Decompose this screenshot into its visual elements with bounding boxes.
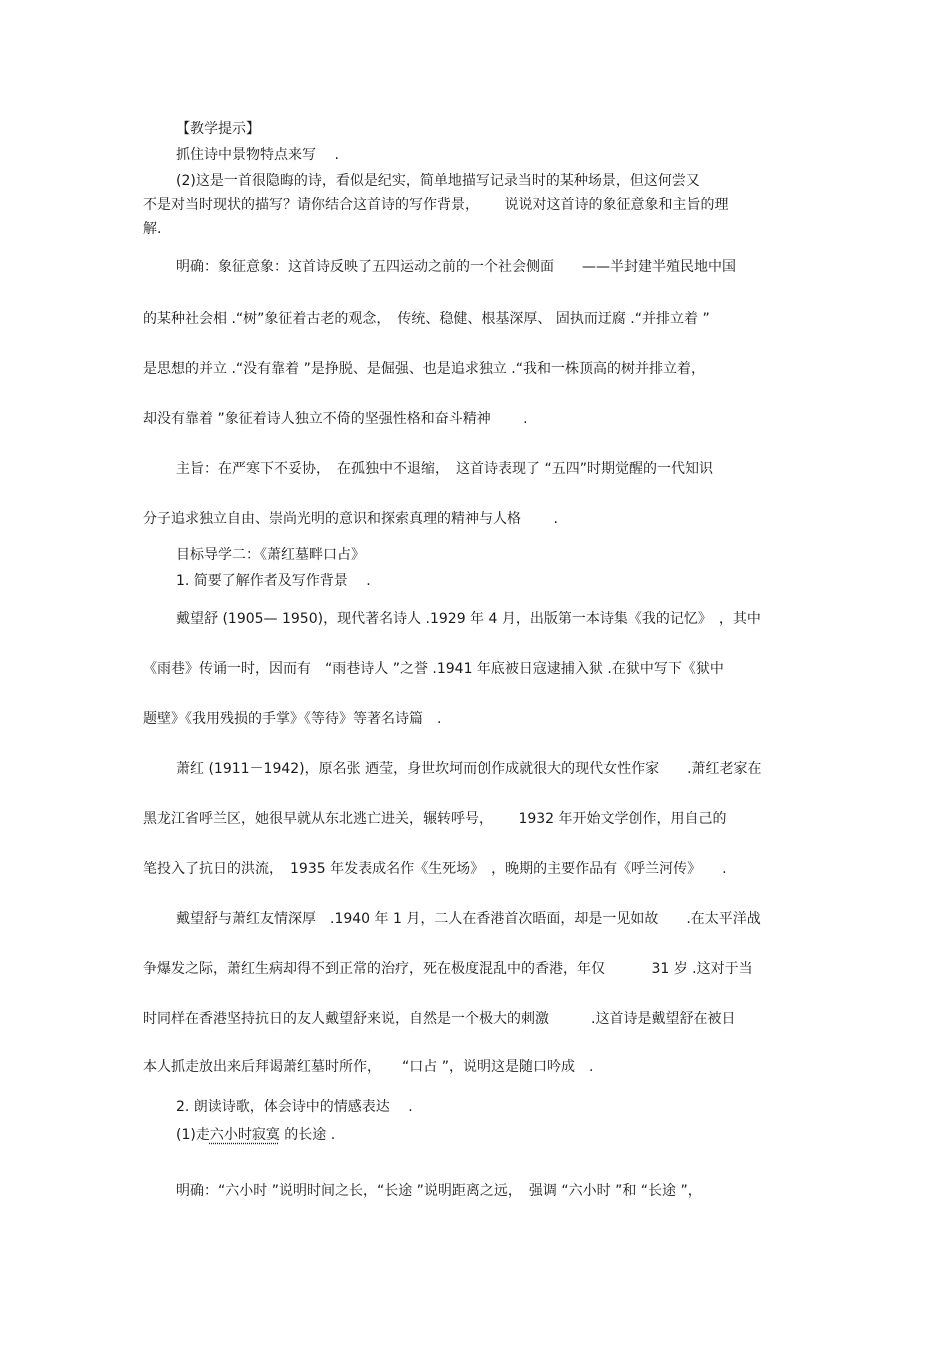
paragraph-line: 解.: [143, 221, 162, 237]
theme-line: 主旨：在严寒下不妥协， 在孤独中不退缩， 这首诗表现了 “五四”时期觉醒的一代知识: [176, 461, 713, 477]
answer-line: 明确：“六小时 ”说明时间之长，“长途 ”说明距离之远， 强调 “六小时 ”和 “长途 ”，: [176, 1183, 702, 1199]
answer-symbolism-line: 明确：象征意象：这首诗反映了五四运动之前的一个社会侧面 ——半封建半殖民地中国: [176, 259, 736, 275]
paragraph-line: 抓住诗中景物特点来写 .: [176, 147, 339, 163]
item-1-line: 1. 简要了解作者及写作背景 .: [176, 573, 371, 589]
author-dai-line: 戴望舒 (1905— 1950)，现代著名诗人 .1929 年 4 月，出版第一本诗集《我的记忆》 ，其中: [176, 611, 761, 627]
paragraph-line: 不是对当时现状的描写？请你结合这首诗的写作背景， 说说对这首诗的象征意象和主旨的理: [143, 197, 729, 213]
teaching-tip-heading: 【教学提示】: [176, 121, 260, 137]
quote-line: [176, 1126, 335, 1144]
paragraph-line: 的某种社会相 .“树”象征着古老的观念， 传统、稳健、根基深厚、 固执而迂腐 .“并排立着 ”: [143, 311, 710, 327]
question-2-line: (2)这是一首很隐晦的诗，看似是纪实，简单地描写记录当时的某种场景，但这何尝又: [176, 173, 700, 189]
paragraph-line: 却没有靠着 ”象征着诗人独立不倚的坚强性格和奋斗精神 .: [143, 411, 528, 427]
quote-prefix: (1)走: [176, 1127, 210, 1143]
goal-2-heading: 目标导学二：《萧红墓畔口占》: [176, 547, 365, 563]
paragraph-line: 笔投入了抗日的洪流， 1935 年发表成名作《生死场》 ，晚期的主要作品有《呼兰河传》 .: [143, 861, 727, 877]
emphasized-phrase: 六小时寂寞: [209, 1127, 280, 1143]
paragraph-line: 《雨巷》传诵一时，因而有 “雨巷诗人 ”之誉 .1941 年底被日寇逮捕入狱 .在狱中写下《狱中: [143, 661, 724, 677]
paragraph-line: 争爆发之际，萧红生病却得不到正常的治疗，死在极度混乱中的香港，年仅 31 岁 .这对于当: [143, 961, 753, 977]
paragraph-line: 黑龙江省呼兰区，她很早就从东北逃亡进关，辗转呼号， 1932 年开始文学创作，用自己的: [143, 811, 727, 827]
author-xiao-line: 萧红 (1911－1942)，原名张 迺莹，身世坎坷而创作成就很大的现代女性作家 .萧红老家在: [176, 761, 762, 777]
paragraph-line: 分子追求独立自由、崇尚光明的意识和探索真理的精神与人格 .: [143, 511, 558, 527]
paragraph-line: 题壁》《我用残损的手掌》《等待》等著名诗篇 .: [143, 711, 442, 727]
item-2-line: 2. 朗读诗歌，体会诗中的情感表达 .: [176, 1099, 413, 1115]
paragraph-line: 是思想的并立 .“没有靠着 ”是挣脱、是倔强、也是追求独立 .“我和一株顶高的树并排立着，: [143, 361, 706, 377]
paragraph-line: 本人抓走放出来后拜谒萧红墓时所作， “口占 ”，说明这是随口吟成 .: [143, 1059, 594, 1075]
quote-suffix: 的长途 .: [279, 1127, 336, 1143]
paragraph-line: 时同样在香港坚持抗日的友人戴望舒来说，自然是一个极大的刺激 .这首诗是戴望舒在被日: [143, 1011, 736, 1027]
friendship-line: 戴望舒与萧红友情深厚 .1940 年 1 月，二人在香港首次晤面，却是一见如故 .在太平洋战: [176, 911, 761, 927]
